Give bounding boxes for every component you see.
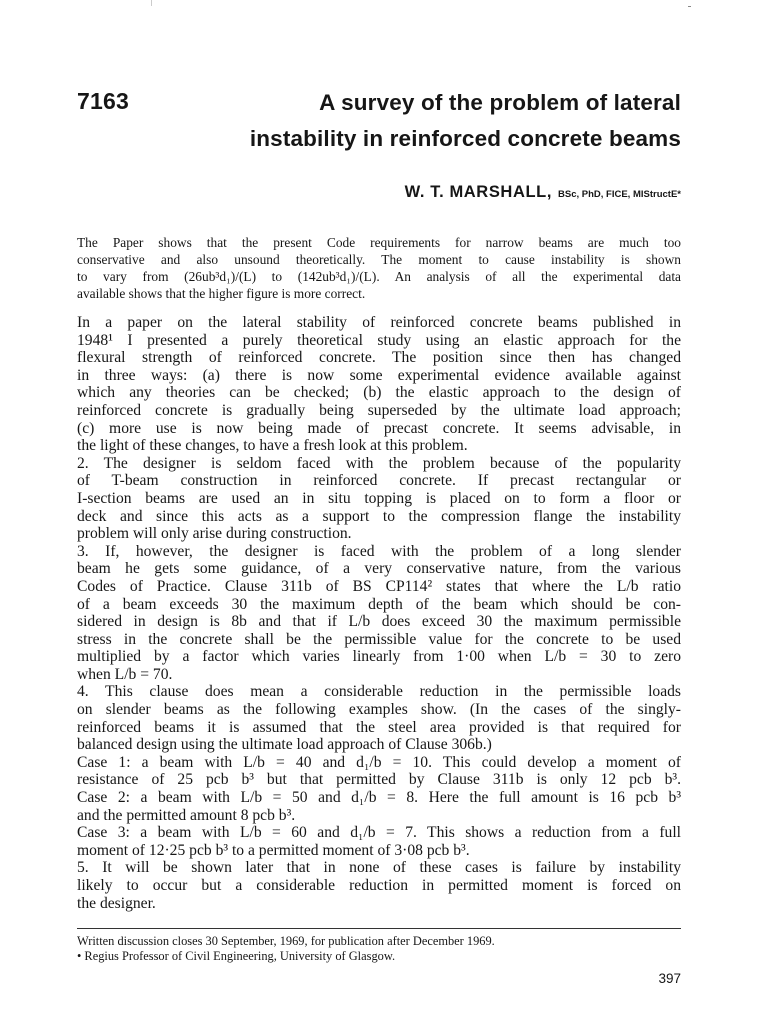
paper-title-line-2: instability in reinforced concrete beams — [249, 126, 681, 151]
body-line: likely to occur but a considerable reduction in permitted moment is forced on — [77, 877, 681, 894]
body-line: in three ways: (a) there is now some experimental evidence available against — [77, 366, 681, 384]
body-line: deck and since this acts as a support to the compression flange the instability — [77, 507, 681, 525]
author-name: W. T. MARSHALL, — [404, 183, 552, 201]
body-line: balanced design using the ultimate load approach of Clause 306b.) — [77, 736, 492, 754]
page-number: 397 — [658, 971, 681, 986]
body-line: of a beam exceeds 30 the maximum depth of the beam which should be con- — [77, 595, 681, 613]
body-line: when L/b = 70. — [77, 665, 173, 683]
body-line: 3. If, however, the designer is faced with the problem of a long slender — [77, 542, 681, 560]
body-line: In a paper on the lateral stability of reinforced concrete beams published in — [77, 314, 681, 331]
abstract-line: to vary from (26ub³d₁)/(L) to (142ub³d₁)/(L). An analysis of all the experimental data — [77, 269, 681, 284]
body-line: 2. The designer is seldom faced with the problem because of the popularity — [77, 454, 681, 472]
body-line: resistance of 25 pcb b³ but that permitted by Clause 311b is only 12 pcb b³. — [77, 771, 681, 789]
body-line: Case 3: a beam with L/b = 60 and d₁/b = 7. This shows a reduction from a full — [77, 824, 681, 842]
body-line: the light of these changes, to have a fresh look at this problem. — [77, 437, 468, 455]
body-line: the designer. — [77, 894, 156, 912]
body-line: beam he gets some guidance, of a very conservative nature, from the various — [77, 560, 681, 578]
body-line: reinforced concrete is gradually being superseded by the ultimate load approach; — [77, 401, 681, 419]
body-line: moment of 12·25 pcb b³ to a permitted moment of 3·08 pcb b³. — [77, 841, 470, 859]
abstract-line: available shows that the higher figure is more correct. — [77, 286, 366, 301]
author-line — [405, 183, 681, 202]
body-text — [77, 314, 681, 912]
body-line: (c) more use is now being made of precast concrete. It seems advisable, in — [77, 419, 681, 437]
discussion-note: Written discussion closes 30 September, 1969, for publication after December 1969. — [77, 934, 495, 948]
body-line: 5. It will be shown later that in none of these cases is failure by instability — [77, 859, 681, 877]
body-line: Codes of Practice. Clause 311b of BS CP114² states that where the L/b ratio — [77, 577, 681, 595]
body-line: problem will only arise during construction. — [77, 525, 352, 543]
body-line: sidered in design is 8b and that if L/b does exceed 30 the maximum permissible — [77, 613, 681, 631]
scan-edge-mark — [151, 0, 152, 6]
author-qualifications: BSc, PhD, FICE, MIStructE* — [558, 189, 681, 200]
body-line: Case 2: a beam with L/b = 50 and d₁/b = 8. Here the full amount is 16 pcb b³ — [77, 789, 681, 807]
abstract-line: The Paper shows that the present Code requirements for narrow beams are much too — [77, 235, 681, 250]
paper-number: 7163 — [77, 88, 129, 114]
body-line: I-section beams are used an in situ topping is placed on to form a floor or — [77, 489, 681, 507]
body-line: reinforced beams it is assumed that the steel area provided is that required for — [77, 718, 681, 736]
body-line: flexural strength of reinforced concrete. The position since then has changed — [77, 349, 681, 367]
footnote-divider — [77, 928, 681, 929]
body-line: multiplied by a factor which varies linearly from 1·00 when L/b = 30 to zero — [77, 648, 681, 666]
body-line: 4. This clause does mean a considerable reduction in the permissible loads — [77, 683, 681, 701]
author-affiliation-note: • Regius Professor of Civil Engineering, University of Glasgow. — [77, 949, 396, 963]
abstract-line: conservative and also unsound theoretically. The moment to cause instability is shown — [77, 252, 681, 267]
body-line: of T-beam construction in reinforced concrete. If precast rectangular or — [77, 472, 681, 490]
abstract — [77, 234, 681, 302]
body-line: Case 1: a beam with L/b = 40 and d₁/b = 10. This could develop a moment of — [77, 753, 681, 771]
body-line: stress in the concrete shall be the permissible value for the concrete to be used — [77, 630, 681, 648]
body-line: which any theories can be checked; (b) the elastic approach to the design of — [77, 384, 681, 402]
footnotes — [77, 934, 681, 964]
body-line: and the permitted amount 8 pcb b³. — [77, 806, 296, 824]
paper-title-line-1: A survey of the problem of lateral — [319, 90, 681, 115]
body-line: on slender beams as the following examples show. (In the cases of the singly- — [77, 701, 681, 719]
scan-edge-mark — [688, 6, 691, 7]
body-line: 1948¹ I presented a purely theoretical study using an elastic approach for the — [77, 331, 681, 349]
